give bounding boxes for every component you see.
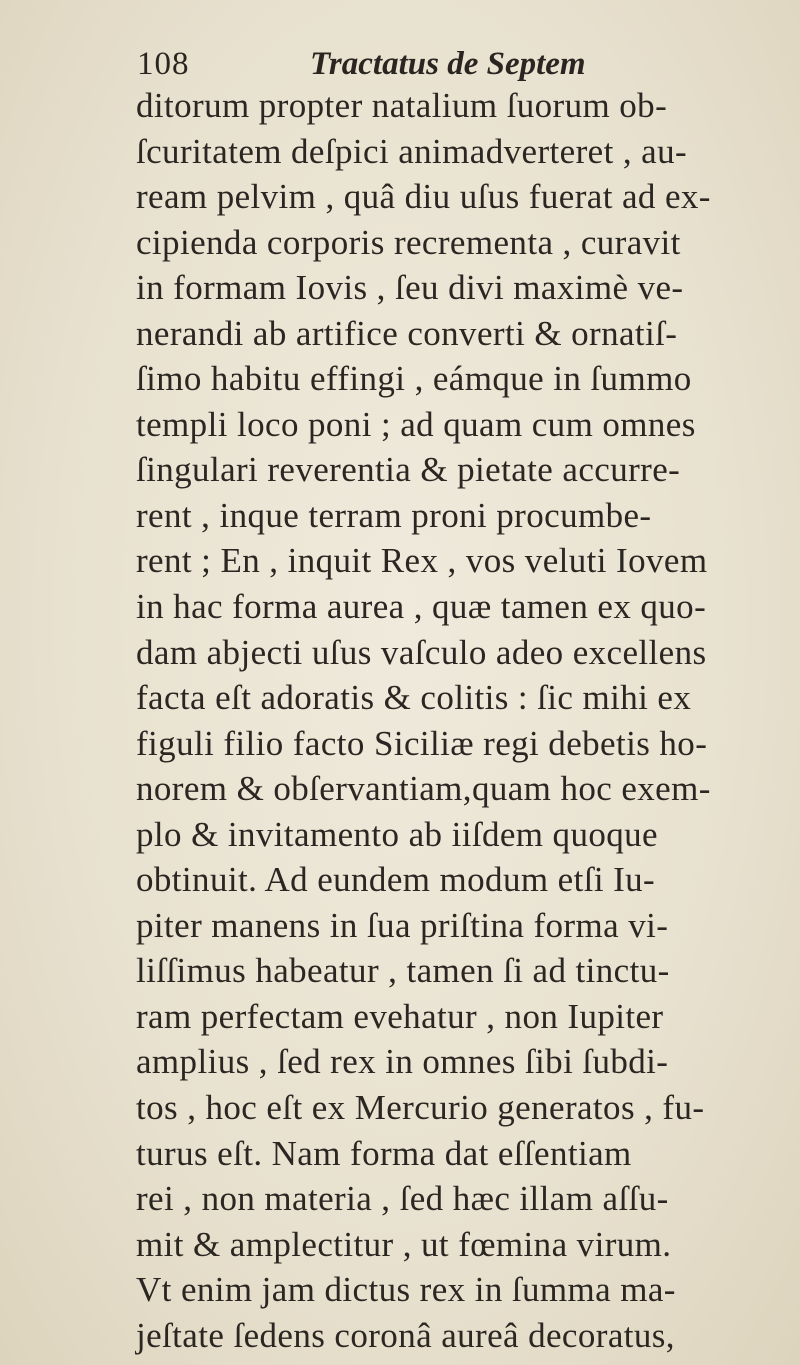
- text-line: piter manens in ſua priſtina forma vi-: [136, 905, 669, 945]
- text-line: obtinuit. Ad eundem modum etſi Iu-: [136, 860, 656, 900]
- text-line: ream pelvim , quâ diu uſus fuerat ad ex-: [136, 177, 711, 217]
- text-line: figuli filio facto Siciliæ regi debetis ho-: [136, 723, 708, 763]
- body-text: [136, 83, 776, 1358]
- text-line: in formam Iovis , ſeu divi maximè ve-: [136, 268, 684, 308]
- text-line: rent , inque terram proni procumbe-: [136, 495, 652, 535]
- running-title: Tractatus de Septem: [310, 46, 586, 82]
- text-line: cipienda corporis recrementa , curavit: [136, 222, 681, 262]
- text-line: tos , hoc eſt ex Mercurio generatos , fu-: [136, 1088, 705, 1128]
- text-line: plo & invitamento ab iiſdem quoque: [136, 814, 658, 854]
- text-line: rei , non materia , ſed hæc illam aſſu-: [136, 1179, 669, 1219]
- text-line: ram perfectam evehatur , non Iupiter: [136, 996, 664, 1036]
- page-number: 108: [137, 46, 190, 82]
- text-line: mit & amplectitur , ut fœmina virum.: [136, 1224, 672, 1264]
- text-line: jeſtate ſedens coronâ aureâ decoratus,: [136, 1315, 675, 1355]
- text-line: ſingulari reverentia & pietate accurre-: [136, 450, 681, 490]
- text-line: liſſimus habeatur , tamen ſi ad tinctu-: [136, 951, 670, 991]
- text-line: turus eſt. Nam forma dat eſſentiam: [136, 1133, 632, 1173]
- text-line: ſcuritatem deſpici animadverteret , au-: [136, 131, 688, 171]
- text-line: Vt enim jam dictus rex in ſumma ma-: [136, 1270, 676, 1310]
- text-line: templi loco poni ; ad quam cum omnes: [136, 404, 696, 444]
- text-line: facta eſt adoratis & colitis : ſic mihi ex: [136, 678, 692, 718]
- text-line: rent ; En , inquit Rex , vos veluti Iovem: [136, 541, 708, 581]
- text-line: nerandi ab artifice converti & ornatiſ-: [136, 313, 678, 353]
- text-line: in hac forma aurea , quæ tamen ex quo-: [136, 587, 707, 627]
- text-line: dam abjecti uſus vaſculo adeo excellens: [136, 632, 707, 672]
- text-line: ſimo habitu effingi , eámque in ſummo: [136, 359, 692, 399]
- text-line: norem & obſervantiam,quam hoc exem-: [136, 769, 711, 809]
- text-line: ditorum propter natalium ſuorum ob-: [136, 86, 668, 125]
- text-line: amplius , ſed rex in omnes ſibi ſubdi-: [136, 1042, 669, 1082]
